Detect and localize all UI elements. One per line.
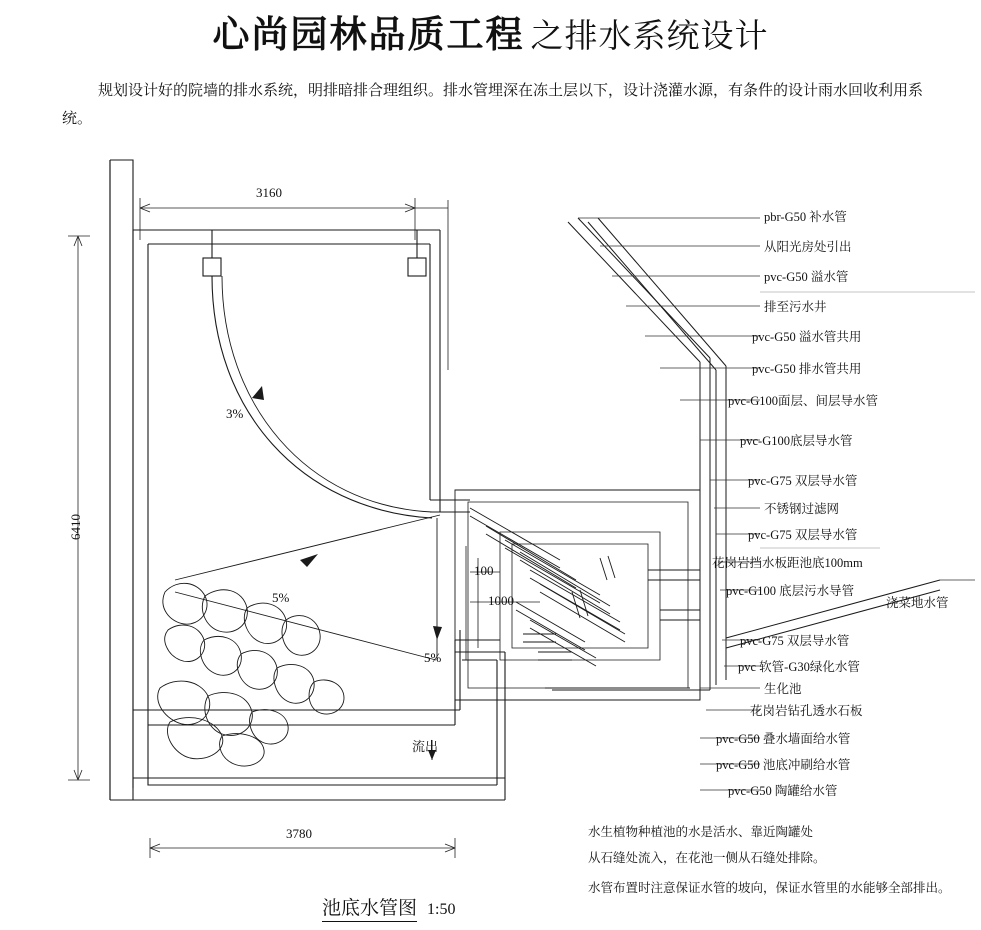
callout-label: pvc-G75 双层导水管	[740, 634, 850, 648]
callout-label: 不锈钢过滤网	[764, 502, 840, 516]
dimension-inner-b: 1000	[488, 593, 514, 608]
callout-label: pvc-G50 排水管共用	[752, 362, 862, 376]
outflow-label: 流出	[412, 739, 439, 754]
callout-label: pvc-G50 叠水墙面给水管	[716, 732, 851, 746]
drawing-caption	[322, 893, 455, 920]
dimension-top-width: 3160	[256, 185, 282, 200]
callout-label: 生化池	[764, 682, 802, 696]
callout-label: pbr-G50 补水管	[764, 210, 847, 224]
intro-paragraph: 规划设计好的院墙的排水系统，明排暗排合理组织。排水管埋深在冻土层以下，设计浇灌水源，有条件的设计雨水回收利用系统。	[62, 83, 924, 127]
callout-label-garden-pipe: 浇菜地水管	[886, 596, 949, 610]
callout-label: pvc-G50 池底冲刷给水管	[716, 758, 851, 772]
title-main: 心尚园林品质工程	[212, 15, 525, 56]
page-title	[0, 4, 981, 58]
callout-label: pvc-G100面层、间层导水管	[728, 394, 878, 408]
title-sub: 之排水系统设计	[530, 19, 769, 55]
callout-label: pvc-G50 溢水管	[764, 270, 849, 284]
callout-label: 花岗岩挡水板距池底100mm	[712, 556, 863, 570]
caption-text: 池底水管图	[322, 898, 417, 922]
dimension-left-height: 6410	[68, 514, 83, 540]
callout-label: pvc-G75 双层导水管	[748, 474, 858, 488]
callout-label: pvc-G75 双层导水管	[748, 528, 858, 542]
bottom-note: 水管布置时注意保证水管的坡向，保证水管里的水能够全部排出。	[588, 881, 951, 895]
callout-label: 从阳光房处引出	[764, 240, 852, 254]
slope-annotation-1: 3%	[226, 406, 244, 421]
callout-label: pvc-G100 底层污水导管	[726, 584, 855, 598]
bottom-note: 水生植物种植池的水是活水、靠近陶罐处	[588, 825, 814, 839]
callout-label: pvc-G50 陶罐给水管	[728, 784, 838, 798]
callout-label: 花岗岩钻孔透水石板	[750, 704, 863, 718]
dimension-inner-a: 100	[474, 563, 494, 578]
caption-scale: 1:50	[427, 901, 456, 918]
slope-annotation-3: 5%	[424, 650, 442, 665]
slope-annotation-2: 5%	[272, 590, 290, 605]
drawing-area	[0, 140, 981, 930]
callout-label: pvc-G50 溢水管共用	[752, 330, 862, 344]
callout-label: 排至污水井	[764, 300, 827, 314]
callout-label: pvc 软管-G30绿化水管	[738, 660, 860, 674]
dimension-bottom-width: 3780	[286, 826, 312, 841]
bottom-note: 从石缝处流入，在花池一侧从石缝处排除。	[588, 851, 826, 865]
callout-label: pvc-G100底层导水管	[740, 434, 853, 448]
